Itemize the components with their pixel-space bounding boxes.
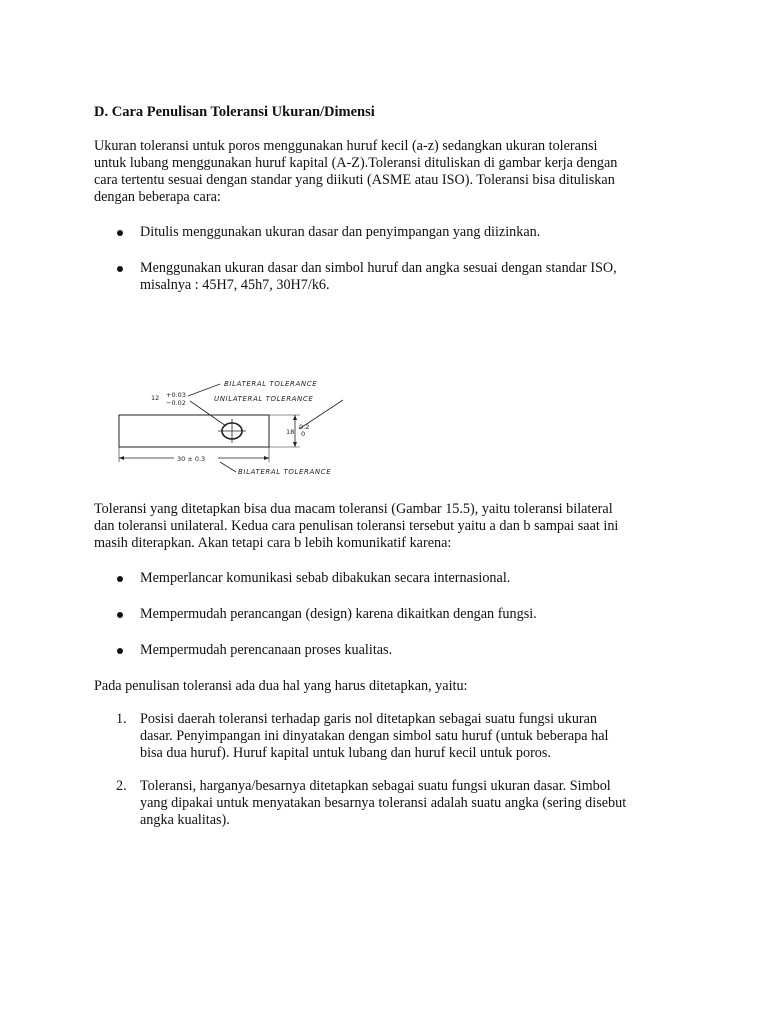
dim-height: 18 (286, 428, 295, 436)
tol-height-zero: 0 (301, 430, 306, 438)
list-item (140, 778, 626, 829)
list-item-text: yang dipakai untuk menyatakan besarnya toleransi adalah suatu angka (sering disebut (140, 795, 627, 811)
list-item (140, 260, 617, 294)
text-line: dan toleransi unilateral. Kedua cara penulisan toleransi tersebut yaitu a dan b sampai saat ini (94, 518, 619, 534)
list-item: Mempermudah perancangan (design) karena dikaitkan dengan fungsi. (140, 606, 537, 622)
text-line: Toleransi yang ditetapkan bisa dua macam toleransi (Gambar 15.5), yaitu toleransi bilateral (94, 501, 613, 517)
list-item-text: Menggunakan ukuran dasar dan simbol huruf dan angka sesuai dengan standar ISO, (140, 260, 617, 276)
text-line: masih diterapkan. Akan tetapi cara b lebih komunikatif karena: (94, 535, 452, 551)
text-line: Pada penulisan toleransi ada dua hal yang harus ditetapkan, yaitu: (94, 678, 468, 694)
list-item (140, 711, 608, 762)
dim-width: 30 ± 0.3 (177, 455, 206, 463)
text-line: cara tertentu sesuai dengan standar yang diikuti (ASME atau ISO). Toleransi bisa dituliskan (94, 172, 615, 188)
text-line: Ukuran toleransi untuk poros menggunakan huruf kecil (a-z) sedangkan ukuran toleransi (94, 138, 598, 154)
tol-minus: −0.02 (166, 399, 186, 407)
tol-plus: +0.03 (166, 391, 186, 399)
bullet-dot-icon (117, 266, 123, 272)
label-bilateral-bottom: BILATERAL TOLERANCE (238, 468, 332, 476)
bullet-dot-icon (117, 648, 123, 654)
tolerance-figure (108, 374, 370, 482)
list-item-text: dasar. Penyimpangan ini dinyatakan dengan simbol satu huruf (untuk beberapa hal (140, 728, 609, 744)
bullet-dot-icon (117, 576, 123, 582)
paragraph-3 (94, 678, 684, 695)
list-item-text: misalnya : 45H7, 45h7, 30H7/k6. (140, 277, 330, 293)
list-item (140, 224, 540, 241)
bullet-dot-icon (117, 230, 123, 236)
text-line: untuk lubang menggunakan huruf kapital (A-Z).Toleransi dituliskan di gambar kerja dengan (94, 155, 618, 171)
list-number: 2. (116, 778, 127, 794)
list-item: Memperlancar komunikasi sebab dibakukan secara internasional. (140, 570, 511, 586)
dim-hole: 12 (151, 394, 160, 402)
label-bilateral-top: BILATERAL TOLERANCE (224, 380, 318, 388)
text-line: dengan beberapa cara: (94, 189, 221, 205)
list-number: 1. (116, 711, 127, 727)
list-item-text: bisa dua huruf). Huruf kapital untuk lubang dan huruf kecil untuk poros. (140, 745, 551, 761)
list-item-text: Toleransi, harganya/besarnya ditetapkan sebagai suatu fungsi ukuran dasar. Simbol (140, 778, 611, 794)
list-item-text: Posisi daerah toleransi terhadap garis nol ditetapkan sebagai suatu fungsi ukuran (140, 711, 598, 727)
figure-background (108, 374, 370, 482)
paragraph-2 (94, 501, 684, 552)
list-item: Mempermudah perencanaan proses kualitas. (140, 642, 393, 658)
section-heading: D. Cara Penulisan Toleransi Ukuran/Dimensi (94, 104, 375, 120)
list-item-text: Ditulis menggunakan ukuran dasar dan penyimpangan yang diizinkan. (140, 224, 541, 240)
label-unilateral: UNILATERAL TOLERANCE (214, 395, 314, 403)
tol-height-plus: 0.2 (299, 423, 310, 431)
list-item-text: angka kualitas). (140, 812, 230, 828)
intro-paragraph (94, 138, 684, 206)
bullet-dot-icon (117, 612, 123, 618)
